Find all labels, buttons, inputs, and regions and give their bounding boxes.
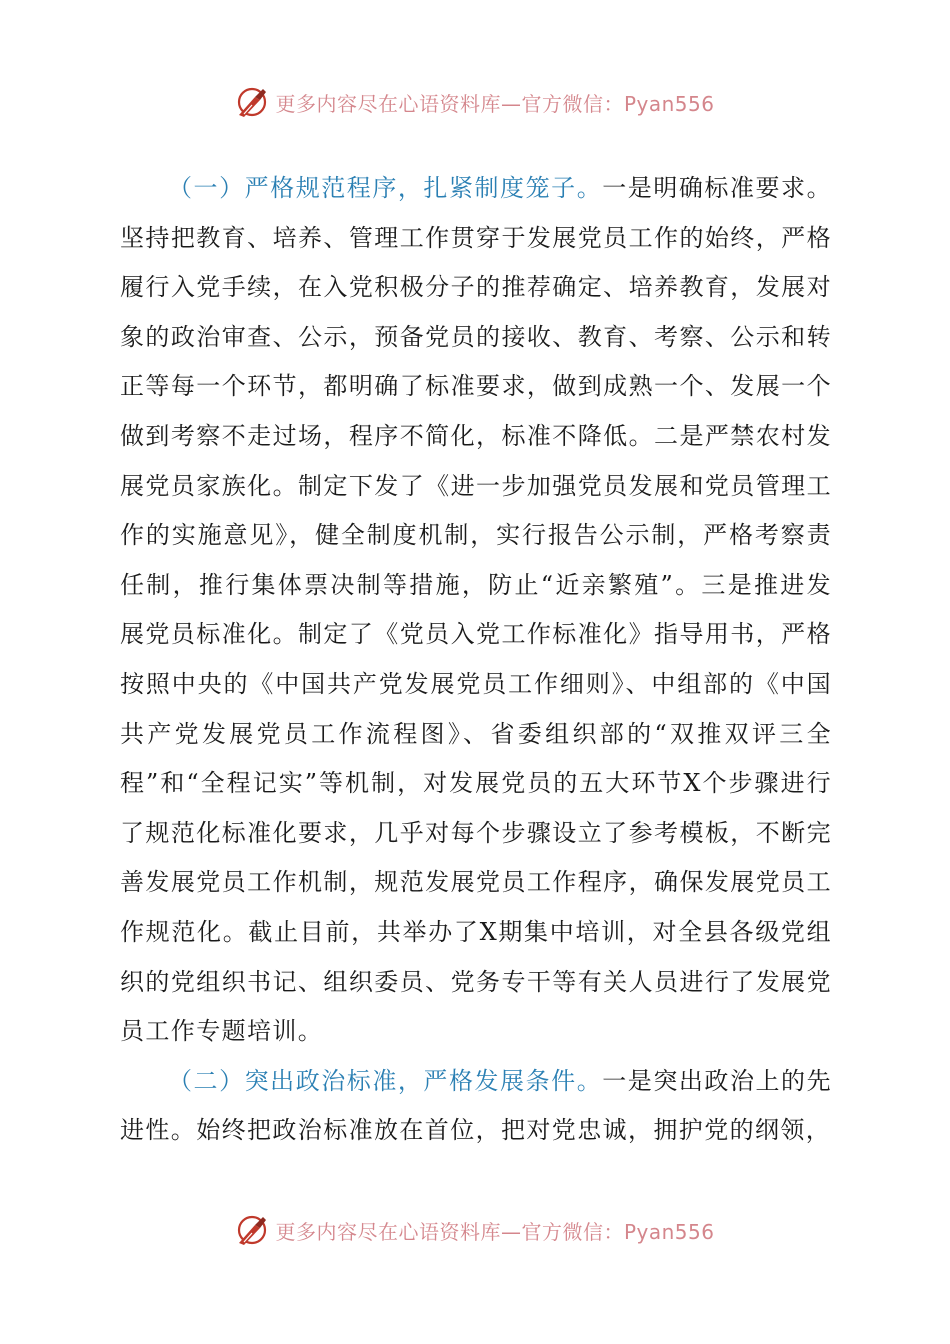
- footer-banner-text: 更多内容尽在心语资料库—官方微信：Pyan556: [275, 1219, 715, 1244]
- document-body: [120, 164, 832, 1156]
- paragraph-1: [120, 164, 832, 1057]
- paragraph-1-text: 一是明确标准要求。坚持把教育、培养、管理工作贯穿于发展党员工作的始终，严格履行入党手续，在入党积极分子的推荐确定、培养教育，发展对象的政治审查、公示，预备党员的接收、教育、考察、公示和转正等每一个环节，都明确了标准要求，做到成熟一个、发展一个做到考察不走过场，程序不简化，标准不降低。二是严禁农村发展党员家族化。制定下发了《进一步加强党员发展和党员管理工作的实施意见》，健全制度机制，实行报告公示制，严格考察责任制，推行集体票决制等措施，防止“近亲繁殖”。三是推进发展党员标准化。制定了《党员入党工作标准化》指导用书，严格按照中央的《中国共产党发展党员工作细则》、中组部的《中国共产党发展党员工作流程图》、省委组织部的“双推双评三全程”和“全程记实”等机制，对发展党员的五大环节X个步骤进行了规范化标准化要求，几乎对每个步骤设立了参考模板，不断完善发展党员工作机制，规范发展党员工作程序，确保发展党员工作规范化。截止目前，共举办了X期集中培训，对全县各级党组织的党组织书记、组织委员、党务专干等有关人员进行了发展党员工作专题培训。: [120, 174, 832, 1046]
- paragraph-2: [120, 1057, 832, 1156]
- pen-nib-logo-icon: [235, 1213, 269, 1247]
- header-banner: [0, 82, 950, 122]
- pen-nib-logo-icon: [235, 85, 269, 119]
- section-heading-2: （二）突出政治标准，严格发展条件。: [168, 1066, 603, 1095]
- section-heading-1: （一）严格规范程序，扎紧制度笼子。: [168, 174, 603, 202]
- header-banner-text: 更多内容尽在心语资料库—官方微信：Pyan556: [275, 91, 715, 116]
- footer-banner: [0, 1210, 950, 1250]
- paragraph-2-text: 一是突出政治上的先进性。始终把政治标准放在首位，把对党忠诚，拥护党的纲领，: [120, 1066, 832, 1145]
